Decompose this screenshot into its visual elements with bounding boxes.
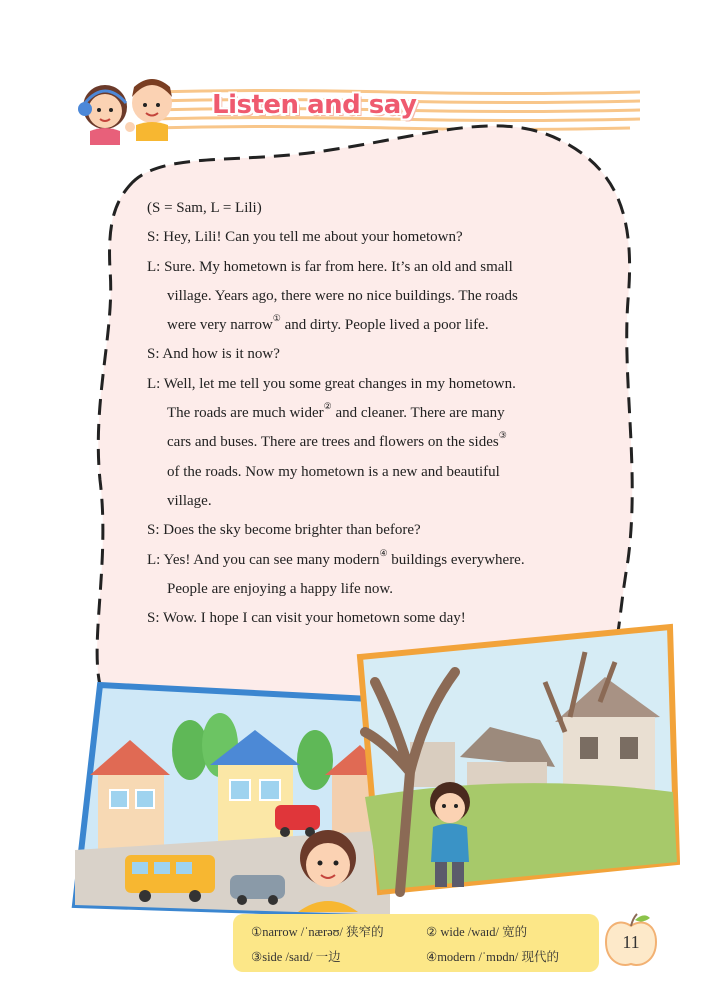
footnote-mark-3: ③ <box>498 430 507 441</box>
dialog-line-sam-2: S: And how is it now? <box>147 346 280 363</box>
old-village-illustration <box>355 622 680 897</box>
dialog-line-lili-1b: village. Years ago, there were no nice buildings. The roads <box>167 287 518 304</box>
section-title: Listen and say <box>212 90 417 120</box>
dialog-line-sam-4: S: Wow. I hope I can visit your hometown some day! <box>147 610 466 627</box>
dialog-line-lili-2e: village. <box>167 492 212 509</box>
dialog-text-segment: were very narrow <box>167 317 273 334</box>
dialog-text-segment: buildings everywhere. <box>387 551 525 568</box>
footnote-mark-2: ② <box>323 401 332 412</box>
footnote-mark-4: ④ <box>379 547 388 558</box>
dialog-line-sam-3: S: Does the sky become brighter than before? <box>147 522 421 539</box>
dialog-text-segment: The roads are much wider <box>167 405 324 422</box>
dialog-text <box>147 194 589 633</box>
dialog-line-lili-3a <box>147 546 589 575</box>
dialog-text-segment: and cleaner. There are many <box>331 405 505 422</box>
vocab-modern: ④modern /ˈmɒdn/ 现代的 <box>426 950 560 964</box>
dialog-text-segment: cars and buses. There are trees and flowers on the sides <box>167 434 499 451</box>
dialog-line-lili-2d: of the roads. Now my hometown is a new and beautiful <box>167 463 500 480</box>
speaker-legend: (S = Sam, L = Lili) <box>147 200 262 216</box>
vocab-narrow: ①narrow /ˈnærəʊ/ 狭窄的 <box>251 925 384 939</box>
page-number-badge <box>600 910 662 972</box>
dialog-line-lili-2b <box>147 399 589 428</box>
modern-village-illustration <box>70 680 400 920</box>
vocab-side: ③side /saɪd/ 一边 <box>251 950 341 964</box>
page-number: 11 <box>622 932 640 952</box>
vocab-wide: ② wide /waɪd/ 宽的 <box>426 925 528 939</box>
dialog-line-lili-1a: L: Sure. My hometown is far from here. It’s an old and small <box>147 258 513 275</box>
dialog-line-sam-1: S: Hey, Lili! Can you tell me about your hometown? <box>147 229 463 246</box>
footnote-mark-1: ① <box>272 313 281 324</box>
dialog-text-segment: and dirty. People lived a poor life. <box>280 317 489 334</box>
dialog-line-lili-2a: L: Well, let me tell you some great changes in my hometown. <box>147 375 516 392</box>
dialog-line-lili-2c <box>147 428 589 457</box>
dialog-line-lili-3b: People are enjoying a happy life now. <box>167 580 394 597</box>
vocabulary-box <box>233 914 599 972</box>
dialog-text-segment: L: Yes! And you can see many modern <box>147 551 380 568</box>
dialog-line-lili-1c <box>147 311 589 340</box>
